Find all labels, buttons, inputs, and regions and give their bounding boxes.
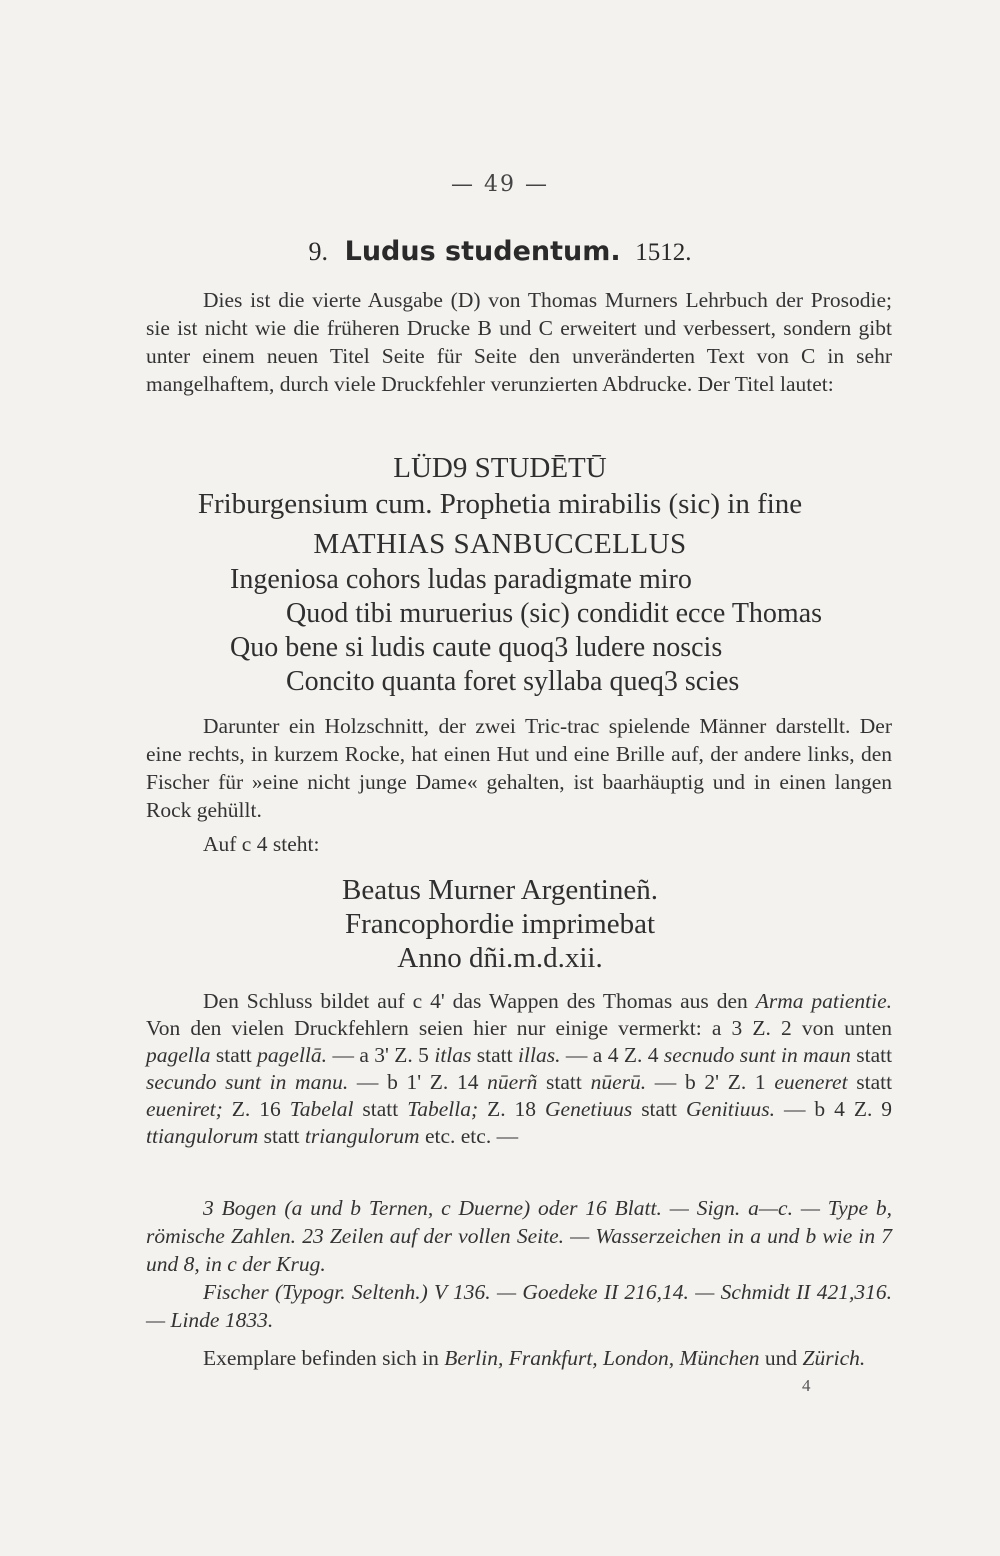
section-number: 9. [308,237,329,266]
exemplare-last: Zürich. [802,1346,866,1370]
verse-2: Quod tibi muruerius (sic) condidit ecce Thomas [286,598,823,629]
title-line-3: MATHIAS SANBUCCELLUS [313,528,687,560]
colophon-line-3: Anno dñi.m.d.xii. [397,942,603,974]
exemplare-und: und [764,1346,798,1370]
exemplare-places: Berlin, Frankfurt, London, München [444,1346,760,1370]
errata-paragraph [146,988,892,1150]
woodcut-paragraph [146,712,892,824]
intro-paragraph [146,286,892,398]
bib-references: Fischer (Typogr. Seltenh.) V 136. — Goedeke II 216,14. — Schmidt II 421,316. — Linde 1833. [146,1280,892,1332]
verse-1: Ingeniosa cohors ludas paradigmate miro [230,564,692,595]
auf-c4-text: Auf c 4 steht: [203,832,320,856]
verse-4: Concito quanta foret syllaba queq3 scies [286,666,740,697]
colophon-line-2: Francophordie imprimebat [344,908,656,940]
bib-collation: 3 Bogen (a und b Ternen, c Duerne) oder 16 Blatt. — Sign. a—c. — Type b, römische Zahlen. 23 Zeilen auf der vollen Seite. — Wasserzeichen in a und b wie in 7 und 8, in c der Krug. [146,1196,892,1276]
woodcut-text: Darunter ein Holzschnitt, der zwei Tric-trac spielende Männer darstellt. Der eine rechts, in kurzem Rocke, hat einen Hut und eine Brille auf, der andere links, den Fischer für »eine nicht junge Dame« gehalten, ist baarhäuptig und in einen langen Rock gehüllt. [146,714,892,822]
signature-mark: 4 [802,1376,811,1395]
intro-text: Dies ist die vierte Ausgabe (D) von Thomas Murners Lehrbuch der Prosodie; sie ist nicht wie die früheren Drucke B und C erweitert und verbessert, sondern gibt unter einem neuen Titel Seite für Seite den unveränderten Text von C in sehr mangelhaftem, durch viele Druckfehler verunzierten Abdrucke. Der Titel lautet: [146,288,892,396]
errata-text: Den Schluss bildet auf c 4' das Wappen des Thomas aus den Arma patientie. Von den vielen Druckfehlern seien hier nur einige vermerkt: a 3 Z. 2 von unten pagella statt pagellā. — a 3' Z. 5 itlas statt illas. — a 4 Z. 4 secnudo sunt in maun statt secundo sunt in manu. — b 1' Z. 14 nūerñ statt nūerū. — b 2' Z. 1 eueneret statt eueniret; Z. 16 Tabelal statt Tabella; Z. 18 Genetiuus statt Genitiuus. — b 4 Z. 9 ttiangulorum statt triangulorum etc. etc. — [146,989,893,1148]
exemplare-prefix: Exemplare befinden sich in [203,1346,439,1370]
verse-3: Quo bene si ludis caute quoq3 ludere noscis [230,632,723,663]
exemplare-paragraph [146,1344,892,1372]
auf-c4-paragraph [146,830,892,858]
page-number: — 49 — [451,172,549,197]
section-year: 1512. [635,239,692,266]
bibliographic-description [146,1194,892,1334]
title-line-1: LÜD9 STUDĒTŪ [393,452,607,484]
colophon-line-1: Beatus Murner Argentineñ. [342,874,658,906]
title-line-2: Friburgensium cum. Prophetia mirabilis (sic) in fine [197,488,803,520]
section-heading [0,236,1000,267]
section-title: Ludus studentum. [344,236,621,267]
